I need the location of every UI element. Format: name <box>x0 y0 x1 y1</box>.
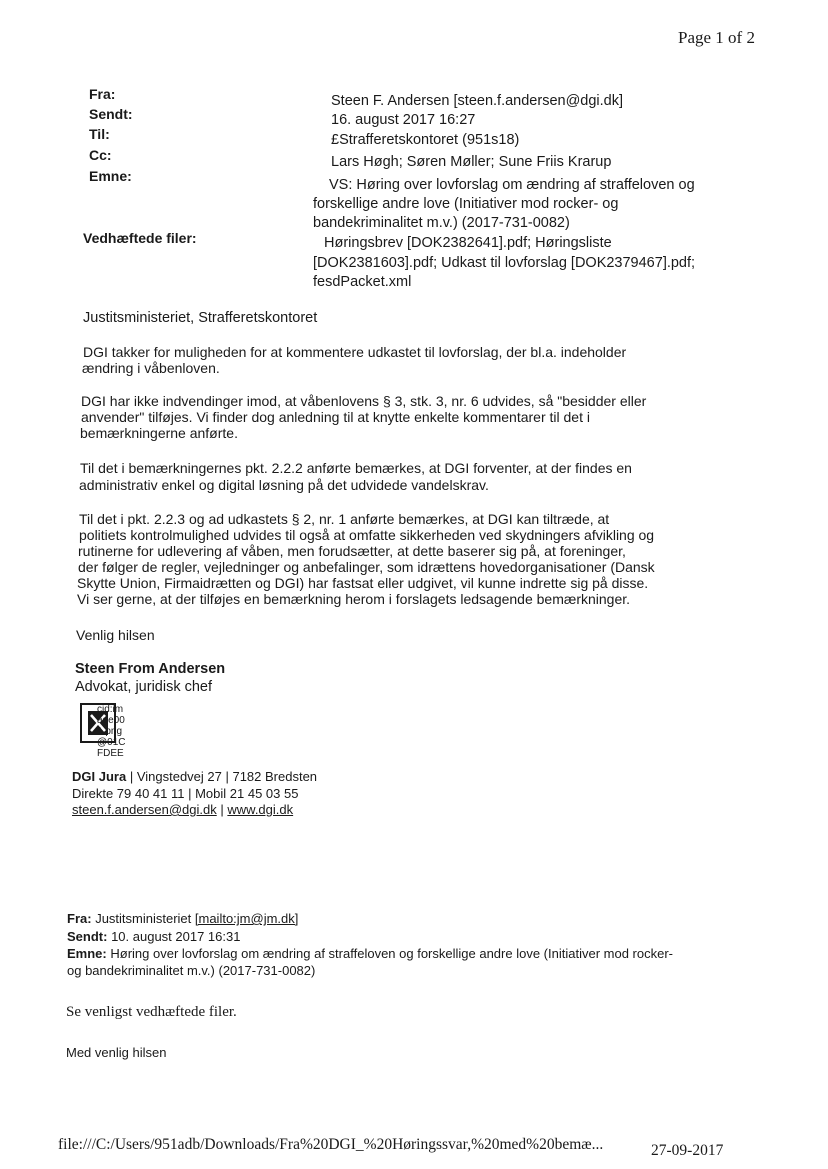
divider: | <box>129 769 137 784</box>
subject-line: VS: Høring over lovforslag om ændring af straffeloven og <box>329 177 695 193</box>
text-line: rutinerne for udlevering af våben, men forudsætter, at dette baserer sig på, at foreninger, <box>78 543 626 559</box>
fwd-sent-line <box>67 929 240 944</box>
text-line: politiets kontrolmulighed udvides til også at omfatte sikkerheden ved skydningers afvikling og <box>79 527 655 543</box>
fwd-from-label: Fra: <box>67 911 92 926</box>
text-line: Til det i pkt. 2.2.3 og ad udkastets § 2, nr. 1 anførte bemærkes, at DGI kan tiltræde, at <box>79 511 610 527</box>
web-link[interactable]: www.dgi.dk <box>227 802 294 817</box>
fwd-sent-value: 10. august 2017 16:31 <box>111 929 241 944</box>
text-line: der følger de regler, vejledninger og anbefalinger, som idrættens hovedorganisationer (Dansk <box>78 559 655 575</box>
fwd-subject-label: Emne: <box>67 946 107 961</box>
text-line: DGI takker for muligheden for at kommentere udkastet til lovforslag, der bl.a. indeholder <box>83 344 627 360</box>
org-name: DGI Jura <box>72 769 127 784</box>
text-line: Vi ser gerne, at der tilføjes en bemærkning herom i forslagets ledsagende bemærkninger. <box>77 591 631 607</box>
signature-links <box>72 802 293 817</box>
signature-address <box>72 769 317 784</box>
text-line: anvender" tilføjes. Vi finder dog anledning til at knytte enkelte kommentarer til det i <box>81 409 590 425</box>
signature-title: Advokat, juridisk chef <box>75 679 213 695</box>
text-line: DGI har ikke indvendinger imod, at våbenlovens § 3, stk. 3, nr. 6 udvides, så "besidder eller <box>81 393 647 409</box>
fwd-subject-value: Høring over lovforslag om ændring af straffeloven og forskellige andre love (Initiativer mod rocker- <box>110 946 673 961</box>
sent-value: 16. august 2017 16:27 <box>331 112 476 128</box>
fwd-from-line <box>67 911 298 926</box>
text-line: Til det i bemærkningernes pkt. 2.2.2 anførte bemærkes, at DGI forventer, at der findes en <box>80 460 632 476</box>
image-alt-text: cid:im age00 1.png @01C FDEE <box>97 704 126 759</box>
cc-label: Cc: <box>89 147 112 163</box>
from-label: Fra: <box>89 86 116 102</box>
text-line: ændring i våbenloven. <box>82 360 220 376</box>
fwd-body-text: Se venligst vedhæftede filer. <box>66 1004 237 1020</box>
fwd-from-value: Justitsministeriet <box>95 911 192 926</box>
text-line: administrativ enkel og digital løsning på det udvidede vandelskrav. <box>79 477 489 493</box>
fwd-mailto-link[interactable]: [mailto:jm@jm.dk] <box>194 911 299 926</box>
attachment-line: Høringsbrev [DOK2382641].pdf; Høringsliste <box>324 235 612 251</box>
to-value: £Strafferetskontoret (951s18) <box>331 132 520 148</box>
text-line: bemærkningerne anførte. <box>80 425 238 441</box>
subject-label: Emne: <box>89 168 132 184</box>
divider: | <box>220 802 224 817</box>
fwd-subject-line <box>67 946 673 961</box>
fwd-subject-continuation: og bandekriminalitet m.v.) (2017-731-0082) <box>67 963 316 978</box>
cc-value: Lars Høgh; Søren Møller; Sune Friis Krarup <box>331 154 612 170</box>
text-line: Skytte Union, Firmaidrætten og DGI) har fastsat eller udgivet, vil kunne indrette sig på disse. <box>77 575 649 591</box>
email-link[interactable]: steen.f.andersen@dgi.dk <box>72 802 217 817</box>
address: Vingstedvej 27 | 7182 Bredsten <box>136 769 318 784</box>
attachment-line: [DOK2381603].pdf; Udkast til lovforslag [DOK2379467].pdf; <box>313 255 696 271</box>
page-number: Page 1 of 2 <box>678 28 755 47</box>
subject-line: bandekriminalitet m.v.) (2017-731-0082) <box>313 215 570 231</box>
footer-path: file:///C:/Users/951adb/Downloads/Fra%20DGI_%20Høringssvar,%20med%20bemæ... <box>58 1136 604 1153</box>
fwd-closing: Med venlig hilsen <box>66 1045 167 1060</box>
footer-date: 27-09-2017 <box>651 1142 724 1159</box>
signature-name: Steen From Andersen <box>75 661 226 677</box>
from-value: Steen F. Andersen [steen.f.andersen@dgi.dk] <box>331 93 624 109</box>
attachment-line: fesdPacket.xml <box>313 274 412 290</box>
sent-label: Sendt: <box>89 106 133 122</box>
attachments-label: Vedhæftede filer: <box>83 230 197 246</box>
to-label: Til: <box>89 126 110 142</box>
recipient-line: Justitsministeriet, Strafferetskontoret <box>83 310 318 326</box>
fwd-sent-label: Sendt: <box>67 929 108 944</box>
signature-phones: Direkte 79 40 41 11 | Mobil 21 45 03 55 <box>72 786 299 801</box>
closing-greeting: Venlig hilsen <box>76 627 155 643</box>
subject-line: forskellige andre love (Initiativer mod rocker- og <box>313 196 619 212</box>
